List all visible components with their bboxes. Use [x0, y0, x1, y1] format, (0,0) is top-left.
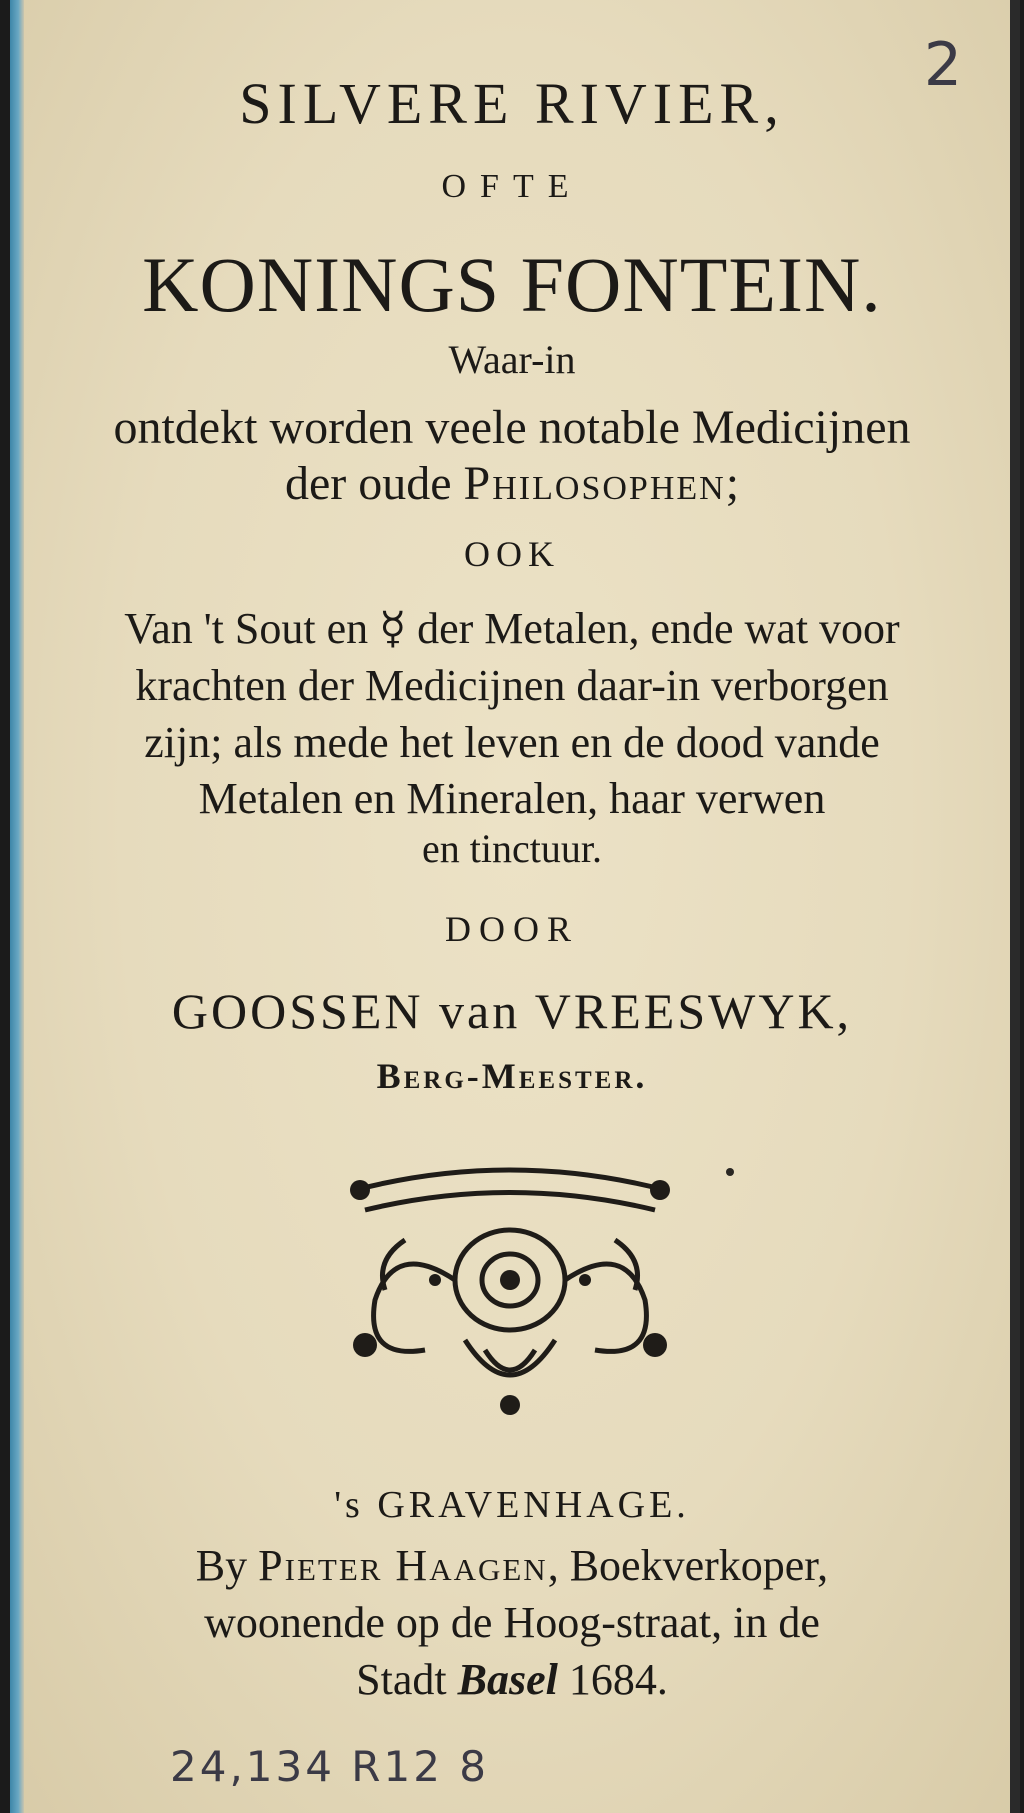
subtitle-line-7: en tinctuur. — [422, 826, 602, 871]
handwritten-catalog-number: 24,134 R12 8 — [170, 1742, 490, 1791]
subtitle-ook: OOK — [464, 534, 560, 574]
subtitle-line-3: Van 't Sout en ☿ der Metalen, ende wat voor — [124, 604, 900, 653]
subtitle-line-6: Metalen en Mineralen, haar verwen — [198, 774, 826, 823]
author-name: GOOSSEN van VREESWYK, — [171, 983, 853, 1039]
ink-dot — [726, 1168, 734, 1176]
author-title: Berg-Meester. — [376, 1056, 648, 1096]
title-line-2: OFTE — [441, 168, 583, 205]
imprint-city: 's GRAVENHAGE. — [334, 1484, 690, 1526]
handwritten-shelf-number: 2 — [923, 30, 962, 100]
imprint-address: woonende op de Hoog-straat, in de — [204, 1598, 820, 1647]
printers-ornament — [335, 1150, 685, 1420]
main-title: KONINGS FONTEIN. — [142, 241, 882, 328]
title-line-1: SILVERE RIVIER, — [239, 71, 785, 136]
subtitle-line-2: der oude Philosophen; — [284, 457, 740, 510]
imprint-printer: By Pieter Haagen, Boekverkoper, — [195, 1541, 829, 1590]
subtitle-line-5: zijn; als mede het leven en de dood vande — [144, 718, 880, 767]
imprint-date: Stadt Basel 1684. — [356, 1655, 668, 1704]
subtitle-line-1: ontdekt worden veele notable Medicijnen — [113, 401, 911, 454]
author-door: DOOR — [444, 909, 579, 949]
subtitle-line-4: krachten der Medicijnen daar-in verborgen — [135, 661, 889, 710]
subtitle-waar-in: Waar-in — [448, 337, 576, 382]
